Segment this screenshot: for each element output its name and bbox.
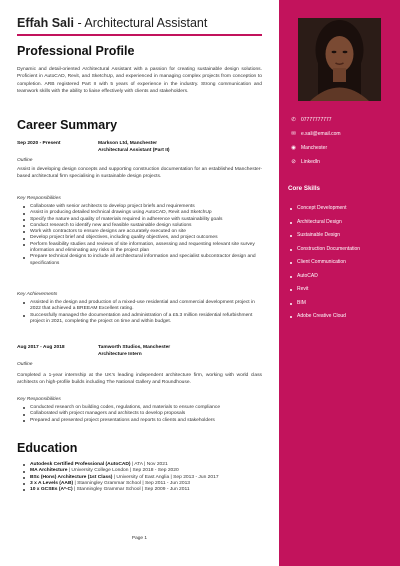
- profile-heading: Professional Profile: [17, 44, 135, 58]
- sidebar: [279, 0, 400, 566]
- skill-item: Client Communication: [288, 256, 396, 270]
- profile-photo: [298, 18, 381, 101]
- qualification-details: | Stanningley Grammar School | Sep 2009 - Jun 2011: [72, 487, 190, 493]
- location-icon: ◉: [291, 145, 296, 151]
- achievements-list: [22, 300, 262, 325]
- responsibilities-list: [22, 405, 262, 424]
- responsibilities-label: Key Responsibilities: [17, 196, 61, 201]
- list-item: Perform feasibility studies and reviews of site information, assessing and requesting relevant site survey information and eliminating any risks in the project plan: [22, 242, 262, 255]
- skill-item: AutoCAD: [288, 270, 396, 284]
- job-outline: Completed a 1-year internship at the UK's leading independent architecture firm, working with world class architects on high-profile builds including The National Gallery and Roundhouse.: [17, 373, 262, 385]
- portrait-illustration: [298, 18, 381, 101]
- email-icon: ✉: [291, 131, 296, 137]
- name-heading: [17, 16, 207, 30]
- contact-linkedin[interactable]: [290, 159, 396, 166]
- achievements-label: Key Achievements: [17, 292, 58, 297]
- list-item: Develop project brief and objectives, including quality objectives, and project outcomes: [22, 235, 262, 241]
- skill-item: Sustainable Design: [288, 229, 396, 243]
- skill-item: Adobe Creative Cloud: [288, 310, 396, 324]
- job-dates: Aug 2017 - Aug 2018: [17, 345, 65, 350]
- phone-icon: ✆: [291, 117, 296, 123]
- list-item: Collaborate with senior architects to develop project briefs and requirements: [22, 204, 262, 210]
- linkedin-link: LinkedIn: [301, 159, 320, 165]
- qualification-details: | University of East Anglia | Sep 2013 - Jun 2017: [112, 474, 219, 480]
- education-list: [22, 462, 262, 493]
- contact-email[interactable]: [290, 131, 396, 138]
- qualification: MA Architecture: [30, 468, 68, 474]
- responsibilities-list: [22, 204, 262, 267]
- qualification: BSc (Hons) Architecture (1st Class): [30, 474, 113, 480]
- skill-item: Revit: [288, 283, 396, 297]
- phone-number: 07777777777: [301, 117, 332, 123]
- linkedin-icon: ⊘: [291, 159, 296, 165]
- list-item: Specify the nature and quality of materials required in adherence with sustainability goals: [22, 217, 262, 223]
- qualification-details: | ATA | Nov 2021: [130, 462, 168, 467]
- list-item: Conduct research to identify new and feasible sustainable design solutions: [22, 223, 262, 229]
- contact-location: [290, 145, 396, 152]
- list-item: Conducted research on building codes, regulations, and materials to ensure compliance: [22, 405, 262, 411]
- job-dates: Sep 2020 - Present: [17, 141, 61, 146]
- skills-heading: Core Skills: [288, 185, 320, 192]
- job-employer: Markson Ltd, Manchester: [98, 141, 157, 146]
- outline-label: Outline: [17, 158, 33, 163]
- outline-label: Outline: [17, 362, 33, 367]
- email-address: e.sali@email.com: [301, 131, 341, 137]
- job-role: Architectural Assistant (Part II): [98, 148, 170, 153]
- skill-item: BIM: [288, 297, 396, 311]
- list-item: Assist in producing detailed technical drawings using AutoCAD, Revit and SketchUp: [22, 210, 262, 216]
- qualification: 3 x A Levels (AAB): [30, 480, 74, 486]
- job-role: Architecture Intern: [98, 352, 142, 357]
- responsibilities-label: Key Responsibilities: [17, 397, 61, 402]
- list-item: Prepared and presented project presentations and reports to clients and stakeholders: [22, 418, 262, 424]
- career-heading: Career Summary: [17, 118, 118, 132]
- list-item: Work with contractors to ensure designs are accurately executed on site: [22, 229, 262, 235]
- candidate-name: Effah Sali: [17, 16, 74, 30]
- list-item: Prepare technical designs to include all architectural information and specialist subcontractor design and specifications: [22, 254, 262, 267]
- skills-list: [288, 202, 396, 324]
- qualification: 10 x GCSEs (A*-C): [30, 487, 73, 493]
- header-divider: [17, 34, 262, 36]
- qualification: Autodesk Certified Professional (AutoCAD): [30, 462, 131, 467]
- job-title: Architectural Assistant: [84, 16, 208, 30]
- job-outline: Assist in developing design concepts and supporting construction documentation for an established Manchester-based architectural firm specialising in sustainable design projects.: [17, 167, 262, 179]
- list-item: Successfully managed the documentation and administration of a £5.3 million residential refurbishment project in 2021, completing the project on time and within budget.: [22, 313, 262, 326]
- skill-item: Concept Development: [288, 202, 396, 216]
- page-number: Page 1: [131, 536, 148, 541]
- qualification-details: | Stanningley Grammar School | Sep 2011 - Jun 2013: [73, 480, 191, 486]
- job-employer: Tamworth Studios, Manchester: [98, 345, 171, 350]
- qualification-details: | University College London | Sep 2018 - Sep 2020: [67, 468, 179, 474]
- skill-item: Architectural Design: [288, 216, 396, 230]
- skill-item: Construction Documentation: [288, 243, 396, 257]
- location: Manchester: [301, 145, 328, 151]
- profile-text: Dynamic and detail-oriented Architectural Assistant with a passion for creating sustainable design solutions. Proficient in AutoCAD, Revit, and SketchUp, and experienced in managing complex projects from conception to completion. ARB registered Part II with 5 years of experience in the industry. Strong communication and teamwork skills with the ability to liaise effectively with clients and stakeholders.: [17, 67, 262, 94]
- education-heading: Education: [17, 441, 78, 455]
- list-item: Collaborated with project managers and architects to develop proposals: [22, 411, 262, 417]
- name-separator: -: [73, 16, 85, 30]
- list-item: Assisted in the design and production of a mixed-use residential and commercial development project in 2022 that achieved a BREEAM Excellent rating.: [22, 300, 262, 313]
- contact-phone[interactable]: [290, 117, 396, 124]
- education-item: [22, 487, 262, 493]
